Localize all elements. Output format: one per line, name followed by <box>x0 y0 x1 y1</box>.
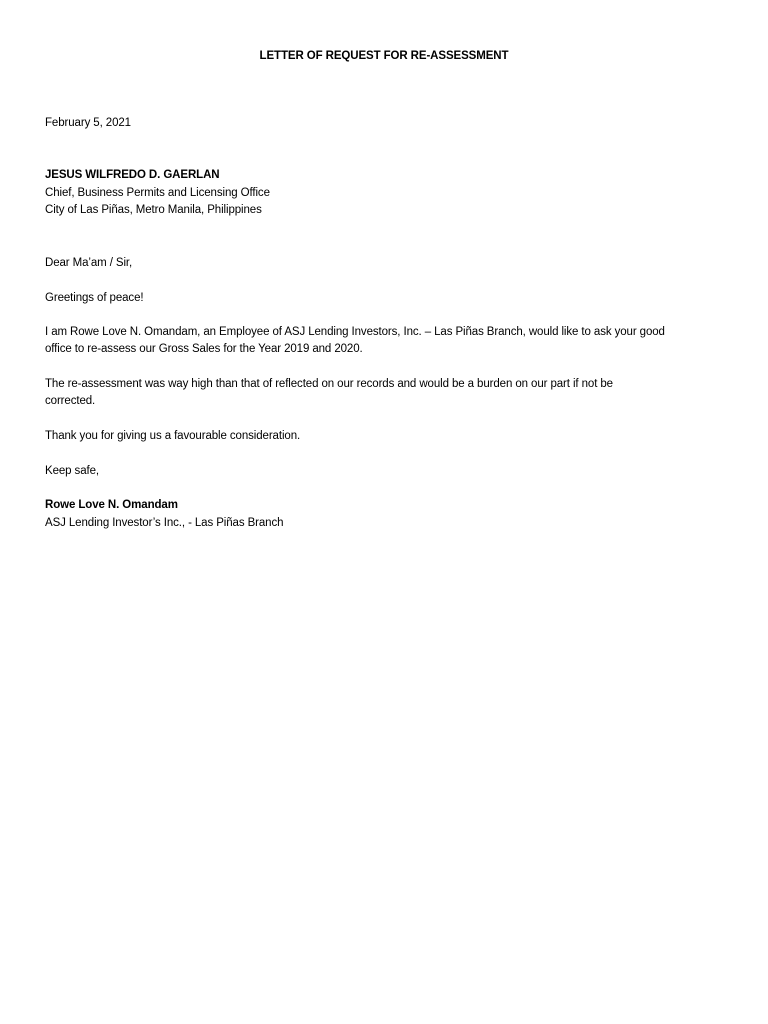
recipient-name: JESUS WILFREDO D. GAERLAN <box>45 169 220 181</box>
paragraph2-line2: corrected. <box>45 395 96 407</box>
thanks-line: Thank you for giving us a favourable consideration. <box>45 430 301 442</box>
sender-company: ASJ Lending Investor’s Inc., - Las Piñas Branch <box>45 517 284 529</box>
sender-name: Rowe Love N. Omandam <box>45 499 178 511</box>
paragraph1-line2: office to re-assess our Gross Sales for the Year 2019 and 2020. <box>45 343 363 355</box>
recipient-position: Chief, Business Permits and Licensing Office <box>45 187 270 199</box>
closing: Keep safe, <box>45 465 99 477</box>
letter-date: February 5, 2021 <box>45 117 131 129</box>
salutation: Dear Ma’am / Sir, <box>45 257 133 269</box>
paragraph1-line1: I am Rowe Love N. Omandam, an Employee of ASJ Lending Investors, Inc. – Las Piñas Branch, would like to ask your good <box>45 326 665 338</box>
paragraph2-line1: The re-assessment was way high than that of reflected on our records and would be a burden on our part if not be <box>45 378 613 390</box>
letter-title: LETTER OF REQUEST FOR RE-ASSESSMENT <box>259 50 509 62</box>
recipient-address: City of Las Piñas, Metro Manila, Philippines <box>45 204 262 216</box>
greeting: Greetings of peace! <box>45 292 144 304</box>
